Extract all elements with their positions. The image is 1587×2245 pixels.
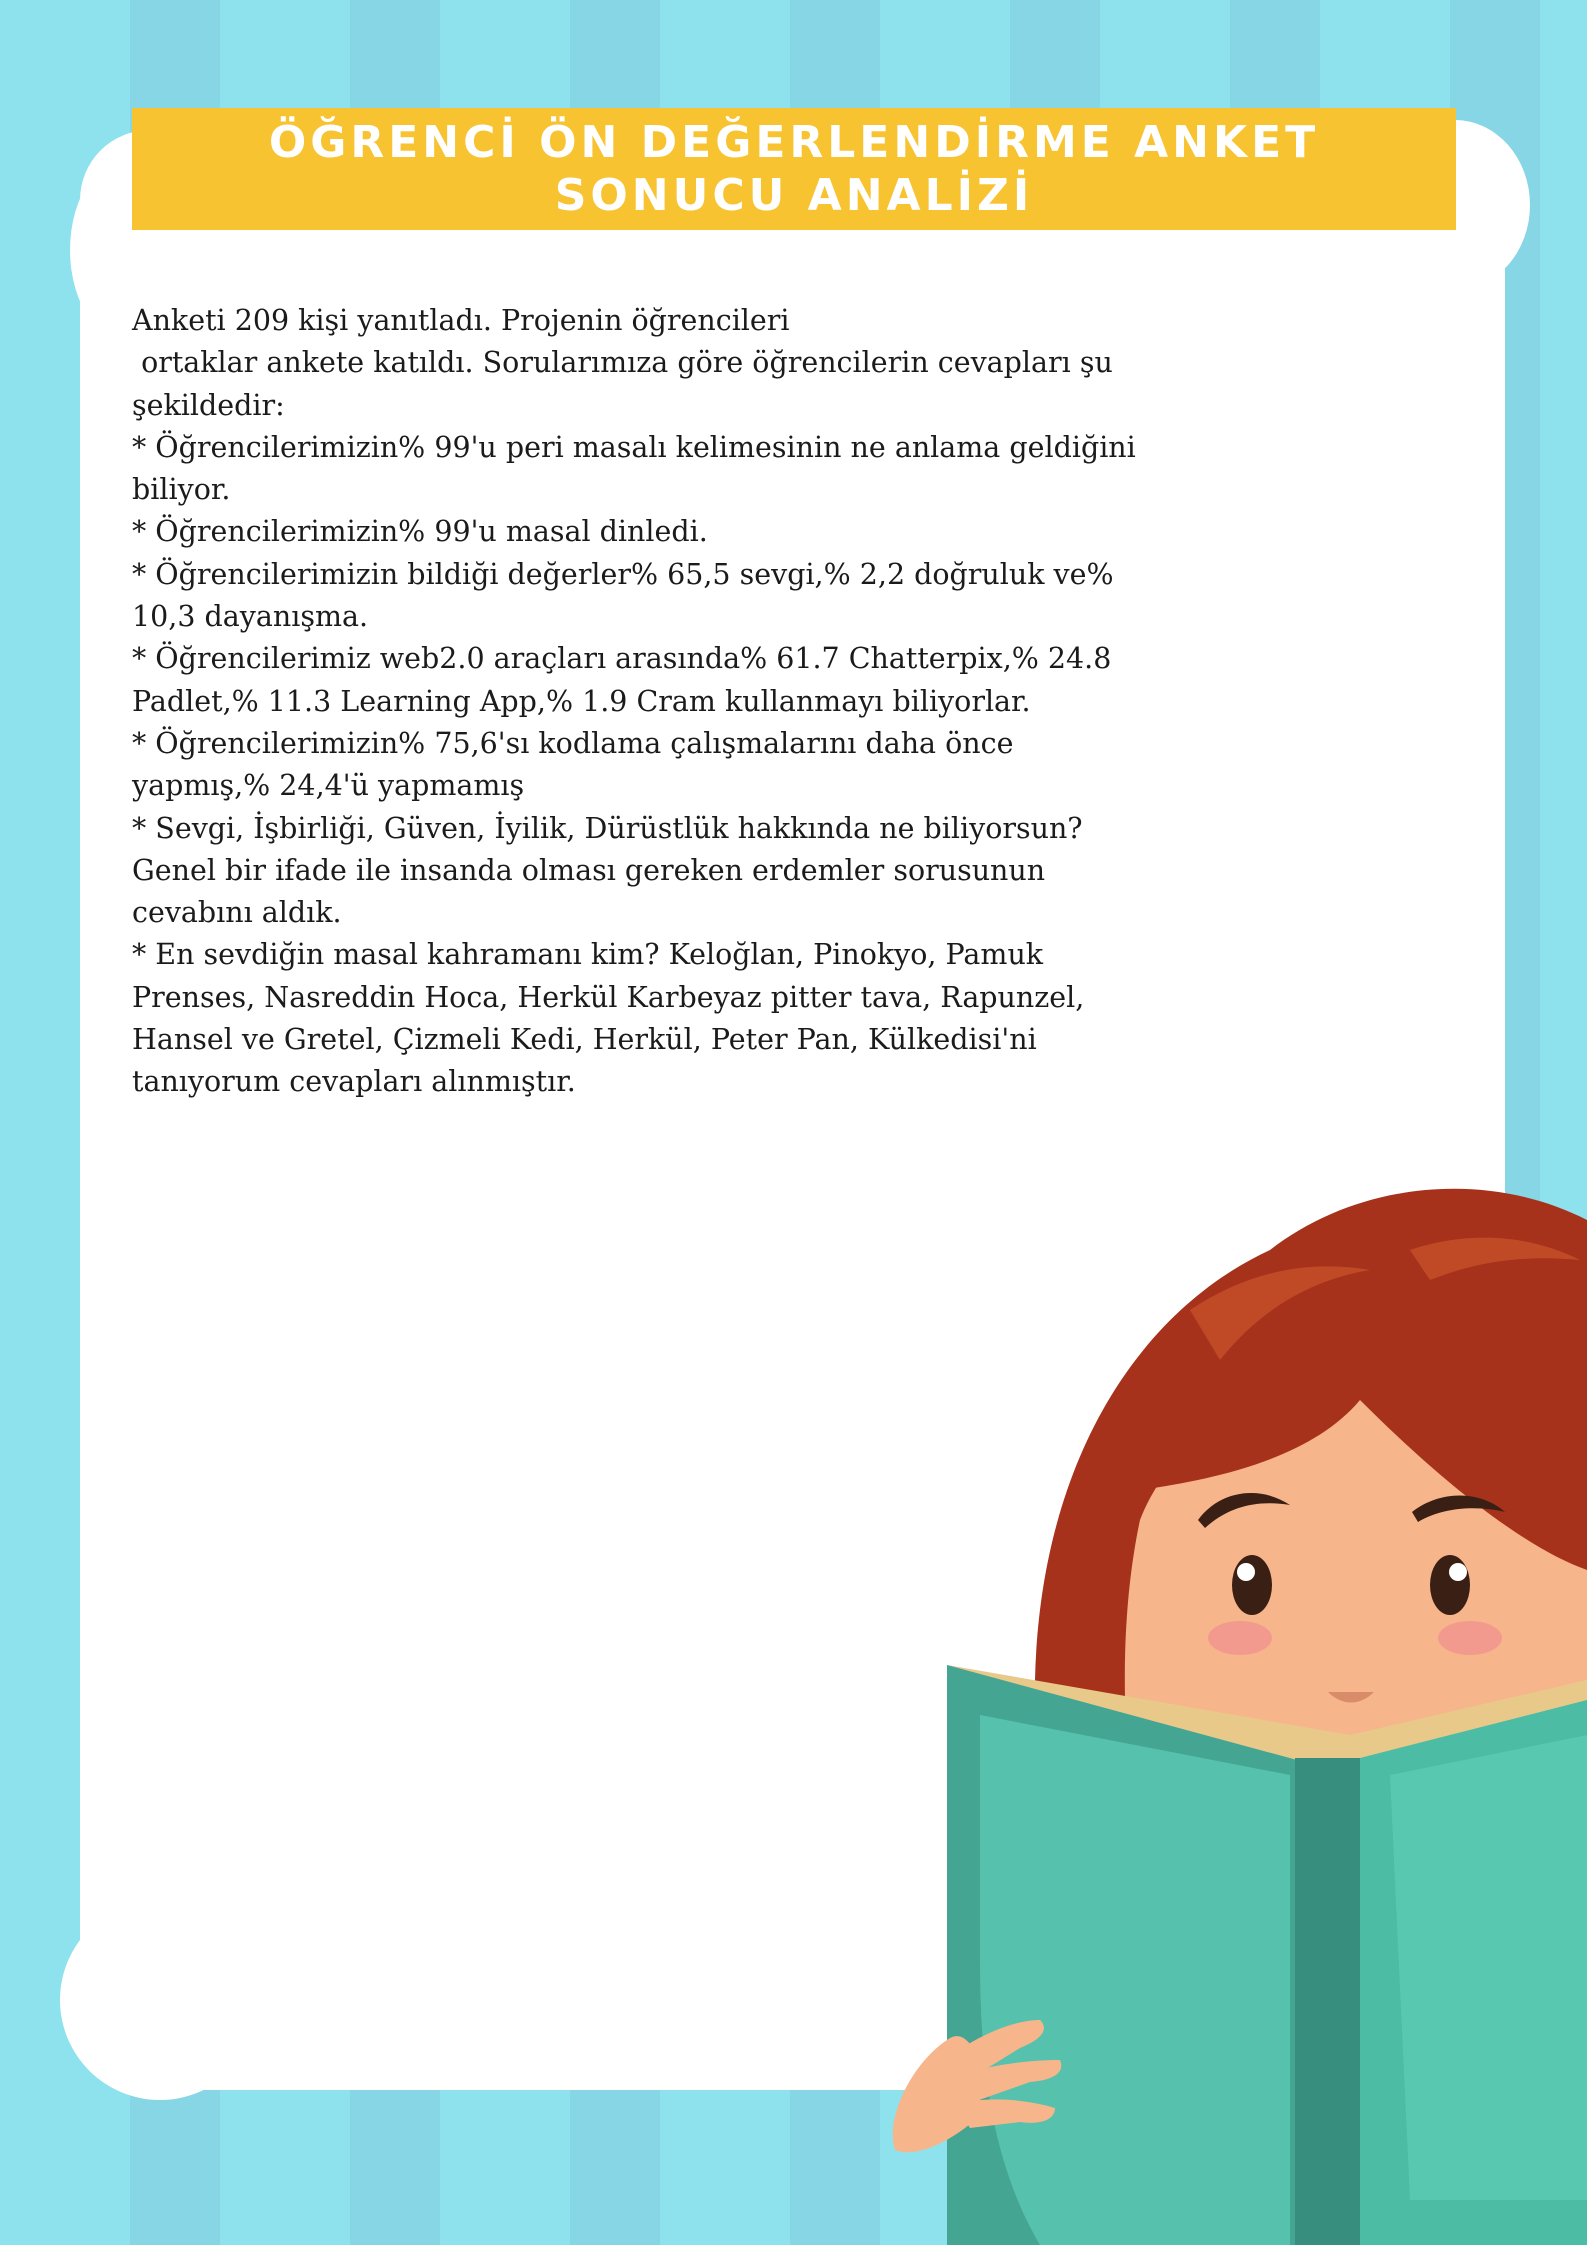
text-line: * Öğrencilerimizin bildiği değerler% 65,5 sevgi,% 2,2 doğruluk ve%: [132, 557, 1114, 591]
text-line: cevabını aldık.: [132, 896, 342, 930]
text-line: * Öğrencilerimizin% 99'u masal dinledi.: [132, 515, 708, 549]
survey-text: [132, 300, 1272, 1104]
right-cheek: [1438, 1621, 1502, 1655]
girl-reading-book-illustration: [890, 1160, 1587, 2245]
text-line: * Öğrencilerimizin% 75,6'sı kodlama çalışmalarını daha önce: [132, 726, 1014, 760]
text-line: * Öğrencilerimizin% 99'u peri masalı kelimesinin ne anlama geldiğini: [132, 430, 1136, 464]
text-line: Prenses, Nasreddin Hoca, Herkül Karbeyaz pitter tava, Rapunzel,: [132, 980, 1085, 1014]
right-eye-highlight: [1449, 1563, 1467, 1581]
text-line: Hansel ve Gretel, Çizmeli Kedi, Herkül, Peter Pan, Külkedisi'ni: [132, 1023, 1037, 1057]
text-line: ortaklar ankete katıldı. Sorularımıza göre öğrencilerin cevapları şu: [132, 346, 1113, 380]
left-eye-highlight: [1237, 1563, 1255, 1581]
left-eye: [1232, 1555, 1272, 1615]
page-title: ÖĞRENCİ ÖN DEĞERLENDİRME ANKET SONUCU ANALİZİ: [268, 117, 1320, 221]
right-eye: [1430, 1555, 1470, 1615]
text-line: 10,3 dayanışma.: [132, 600, 369, 634]
text-line: tanıyorum cevapları alınmıştır.: [132, 1065, 576, 1099]
text-line: * Öğrencilerimiz web2.0 araçları arasında% 61.7 Chatterpix,% 24.8: [132, 642, 1112, 676]
title-banner: [132, 108, 1456, 230]
paper-edge-blob: [60, 1900, 260, 2100]
text-line: * Sevgi, İşbirliği, Güven, İyilik, Dürüstlük hakkında ne biliyorsun?: [132, 811, 1083, 845]
text-line: Anketi 209 kişi yanıtladı. Projenin öğrencileri: [132, 304, 790, 337]
text-line: yapmış,% 24,4'ü yapmamış: [132, 769, 525, 803]
book-left-page: [980, 1715, 1290, 2245]
text-line: Genel bir ifade ile insanda olması gereken erdemler sorusunun: [132, 853, 1046, 887]
text-line: şekildedir:: [132, 388, 285, 422]
text-line: biliyor.: [132, 473, 231, 507]
text-line: Padlet,% 11.3 Learning App,% 1.9 Cram kullanmayı biliyorlar.: [132, 684, 1031, 718]
book-spine: [1295, 1758, 1360, 2245]
book-right-page: [1390, 1735, 1587, 2200]
text-line: * En sevdiğin masal kahramanı kim? Keloğlan, Pinokyo, Pamuk: [132, 938, 1044, 972]
left-cheek: [1208, 1621, 1272, 1655]
